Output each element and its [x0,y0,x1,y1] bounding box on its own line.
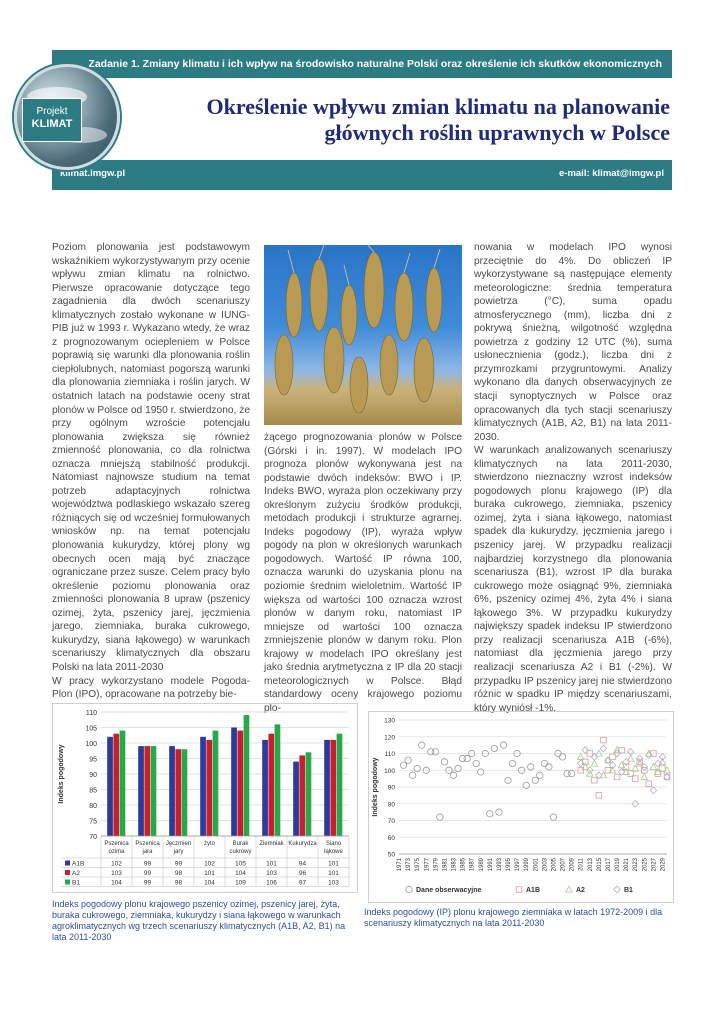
x-tick-label: 2029 [660,858,667,872]
y-tick-label: 100 [384,767,395,775]
website-link[interactable]: klimat.imgw.pl [60,168,126,179]
category-label: Burak [232,841,249,847]
data-label: 101 [266,860,277,868]
x-tick-label: 1985 [460,858,467,872]
x-tick-label: 2025 [642,858,649,872]
data-label: 97 [298,879,307,887]
point-dane-obserwacyjne [523,782,529,788]
scatter-chart-svg [369,712,673,902]
y-axis-label: Indeks pogodowy [58,744,65,804]
x-tick-label: 1977 [424,858,431,872]
bar-a1b [200,737,206,836]
y-tick-label: 50 [387,851,395,859]
column-2 [264,431,462,715]
legend-label: B1 [72,879,80,887]
data-label: 103 [111,870,122,877]
wheat-photo [264,245,462,425]
legend-swatch [65,861,70,866]
data-label: 94 [298,860,307,868]
point-a1b [610,754,616,760]
x-tick-label: 2023 [633,858,640,872]
point-a1b [646,781,652,787]
category-label: cukrowy [229,849,252,855]
bar-chart-svg [53,704,357,892]
bar-a1b [324,740,330,836]
point-b1 [664,774,670,781]
data-label: 96 [298,870,307,877]
point-b1 [627,748,633,755]
point-b1 [582,747,588,754]
col2-paragraph1: żącego prognozowania plonów w Polsce (Górski i in. 1997). W modelach IPO prognoza plonów wykonywana jest na podstawie dwóch indeksów: BWO i IP. Indeks BWO, wyraża plon oczekiwany przy określonym zużyciu środków produkcji, metodach produkcji i strukturze agrarnej. Indeks pogodowy (IP), wyraża wpływ pogody na plon w określonych warunkach pogodowych. Wartość IP równa 100, oznacza warunki do uzyskania plonu na poziomie średnim wieloletnim. Wartość IP większa od wartości 100 oznacza wzrost plonów w danym roku, natomiast IP mniejsze od wartości 100 oznacza zmniejszenie plonów w danym roku. Plon krajowy w modelach IPO określany jest jako średnia arytmetyczna z IP dla 20 stacji meteorologicznych w Polsce. Błąd standardowy oceny krajowego poziomu plo- [264,432,462,714]
col3-paragraph2: W warunkach analizowanych scenariuszy klimatycznych na lata 2011-2030, stwierdzono nieznaczny wzrost indeksów pogodowych plonu krajowego (IP) dla buraka cukrowego, ziemniaka, pszenicy ozimej, żyta i siana łąkowego, natomiast spadek dla kukurydzy, jęczmienia jarego i pszenicy jarej. W przypadku realizacji najbardziej korzystnego dla plonowania scenariusza (B1), wzrost IP dla buraka cukrowego może osiągnąć 9%, ziemniaka 6%, pszenicy ozimej 4%, żyta 4% i siana łąkowego 3%. W przypadku kukurydzy największy spadek indeksu IP stwierdzono przy realizacji scenariusza A1B (-6%), natomiast dla jęczmienia jarego przy realizacji scenariusza A2 i B1 (-2%). W przypadku IP pszenicy jarej nie stwierdzono różnic w spadku IP między scenariuszami, który wyniósł -1%. [474,445,672,714]
bar-b1 [213,731,219,836]
point-dane-obserwacyjne [509,760,515,766]
legend-label: A1B [526,887,541,894]
wheat-illustration [264,245,462,425]
point-b1 [646,752,652,759]
bar-a2 [175,749,181,836]
point-dane-obserwacyjne [450,772,456,778]
scatter-chart [368,711,674,903]
data-label: 103 [266,870,277,877]
y-tick-label: 95 [89,756,97,764]
point-b1 [600,745,606,752]
bar-chart [52,703,358,893]
contact-bar [52,160,672,190]
point-dane-obserwacyjne [546,764,552,770]
category-label: Jęczmien [165,841,192,847]
bar-chart-caption: Indeks pogodowy plonu krajowego pszenicy ozimej, pszenicy jarej, żyta, buraka cukrowego, ziemniaka, kukurydzy i siana łąkowego w warunkach agroklimatycznych wg trzech scenariuszy klimatycznych (A1B, A2, B1) na lata 2011-2030 [52,899,346,942]
bar-a1b [231,728,237,837]
y-tick-label: 75 [89,818,97,826]
point-dane-obserwacyjne [487,811,493,817]
point-a1b [614,774,620,780]
page-title [150,94,670,146]
bar-a1b [107,737,113,836]
point-dane-obserwacyjne [496,809,502,815]
bar-b1 [306,752,312,836]
legend-label: B1 [624,887,633,894]
data-label: 98 [174,870,183,877]
legend-marker [566,886,572,892]
point-dane-obserwacyjne [491,745,497,751]
bar-a2 [206,740,212,836]
category-label: Pszenica [135,841,160,847]
point-dane-obserwacyjne [568,770,574,776]
project-badge [22,98,82,142]
point-a1b [592,778,598,784]
point-dane-obserwacyjne [528,764,534,770]
bar-b1 [151,746,157,836]
category-label: żyto [203,841,216,847]
bar-a2 [237,731,243,836]
point-dane-obserwacyjne [400,762,406,768]
y-axis-label: Indeks pogodowy [372,757,379,817]
point-dane-obserwacyjne [559,754,565,760]
bar-a2 [299,755,305,836]
y-tick-label: 110 [384,751,395,758]
y-tick-label: 130 [384,717,395,725]
category-label: Siano [325,841,342,847]
y-tick-label: 105 [85,725,97,733]
x-tick-label: 1979 [433,858,440,872]
legend-marker [406,886,412,892]
x-tick-label: 1973 [406,858,413,872]
x-tick-label: 1989 [478,858,485,872]
point-dane-obserwacyjne [550,814,556,820]
point-a2 [641,774,647,780]
email-link[interactable]: e-mail: klimat@imgw.pl [559,168,664,179]
badge-line2: KLIMAT [31,118,73,130]
bar-a1b [169,746,175,836]
x-tick-label: 2019 [615,858,622,872]
x-tick-label: 2011 [578,858,585,871]
point-a2 [577,753,583,759]
legend-swatch [65,880,70,885]
x-tick-label: 2027 [651,858,658,872]
data-label: 99 [143,860,152,868]
data-label: 104 [111,879,122,887]
data-label: 101 [204,870,215,877]
x-tick-label: 1981 [442,858,449,872]
column-1 [52,241,250,702]
x-tick-label: 2003 [542,858,549,872]
x-tick-label: 1987 [469,858,476,872]
badge-line1: Projekt [36,106,68,117]
x-tick-label: 1983 [451,858,458,872]
x-tick-label: 2017 [605,858,612,872]
bar-b1 [182,749,188,836]
data-label: 104 [235,870,246,877]
point-b1 [577,760,583,767]
x-tick-label: 1995 [506,858,513,872]
point-dane-obserwacyjne [537,772,543,778]
x-tick-label: 2005 [551,858,558,872]
point-dane-obserwacyjne [437,814,443,820]
point-dane-obserwacyjne [419,742,425,748]
x-tick-label: 1999 [524,858,531,872]
bar-a1b [138,746,144,836]
data-label: 102 [111,860,122,868]
category-label: łąkowe [324,849,343,855]
bar-b1 [337,734,343,836]
point-dane-obserwacyjne [500,742,506,748]
y-tick-label: 80 [89,803,97,810]
point-dane-obserwacyjne [478,769,484,775]
legend-label: A2 [576,887,585,894]
y-tick-label: 120 [384,734,395,742]
x-tick-label: 1991 [487,858,494,872]
title-line2: głównych roślin uprawnych w Polsce [324,120,670,145]
bar-b1 [244,715,250,836]
y-tick-label: 85 [89,787,97,795]
bar-a2 [330,740,336,836]
point-a2 [591,760,597,766]
bar-a2 [144,746,150,836]
point-dane-obserwacyjne [473,760,479,766]
title-line1: Określenie wpływu zmian klimatu na planowanie [206,94,670,119]
task-bar [52,50,672,78]
point-a2 [664,767,670,773]
x-tick-label: 1971 [397,858,403,872]
category-label: Pszenica [104,841,129,847]
point-dane-obserwacyjne [455,765,461,771]
bar-a2 [113,734,119,836]
bar-a1b [293,762,299,836]
point-dane-obserwacyjne [409,772,415,778]
bar-a1b [262,740,268,836]
col1-paragraph2: W pracy wykorzystano modele Pogoda-Plon (IPO), opracowane na potrzeby bie- [52,675,250,701]
point-b1 [650,787,656,794]
x-tick-label: 2013 [587,858,594,872]
x-tick-label: 1997 [515,858,522,872]
point-dane-obserwacyjne [405,757,411,763]
data-label: 101 [328,870,339,877]
point-dane-obserwacyjne [505,777,511,783]
x-tick-label: 2015 [596,858,603,872]
category-label: Ziemniak [259,841,284,847]
x-tick-label: 2001 [533,858,540,872]
point-dane-obserwacyjne [414,765,420,771]
point-a1b [601,737,607,743]
category-label: ozima [108,849,125,855]
category-label: Kukurydza [288,841,317,847]
task-title: Zadanie 1. Zmiany klimatu i ich wpływ na środowisko naturalne Polski oraz określenie ich skutków ekonomicznych [88,58,662,70]
column-3 [474,241,672,715]
legend-swatch [65,870,70,875]
category-label: jara [142,849,153,855]
point-a2 [659,758,665,764]
point-a1b [596,793,602,799]
data-label: 98 [174,879,183,887]
y-tick-label: 60 [387,834,395,842]
point-a2 [637,760,643,766]
data-label: 106 [266,879,277,887]
scatter-chart-caption: Indeks pogodowy (IP) plonu krajowego ziemniaka w latach 1972-2009 i dla scenariuszy klimatycznych na lata 2011-2030 [364,907,663,928]
y-tick-label: 100 [85,741,97,748]
y-tick-label: 90 [89,772,97,779]
y-tick-label: 110 [85,710,97,717]
x-tick-label: 2021 [624,858,631,872]
point-dane-obserwacyjne [464,755,470,761]
data-label: 104 [204,879,215,887]
data-label: 99 [143,870,152,877]
legend-marker [614,886,620,893]
point-dane-obserwacyjne [441,759,447,765]
data-label: 109 [235,879,246,887]
data-label: 103 [328,879,339,887]
bar-b1 [120,731,126,836]
legend-marker [516,887,522,893]
x-tick-label: 2007 [560,858,567,872]
y-tick-label: 90 [387,784,395,792]
bar-b1 [275,724,281,836]
y-tick-label: 70 [89,834,97,841]
data-label: 101 [328,860,339,868]
point-dane-obserwacyjne [532,777,538,783]
x-tick-label: 2009 [569,858,576,872]
y-tick-label: 70 [387,818,395,825]
legend-label: A1B [72,860,85,868]
data-label: 102 [204,860,215,868]
legend-label: A2 [72,870,80,877]
col3-paragraph1: nowania w modelach IPO wynosi przeciętnie do 4%. Do obliczeń IP wykorzystywane są następujące elementy meteorologiczne: średnia temperatura powietrza (°C), suma opadu atmosferycznego (mm), liczba dni z pokrywą śnieżną, wilgotność względna powietrza z godziny 12 UTC (%), suma usłonecznienia (godz.), liczba dni z przymrozkami przygruntowymi. Analizy wykonano dla danych obserwacyjnych ze stacji synoptycznych w Polsce oraz opracowanych dla tych stacji scenariuszy klimatycznych (A1B, A2, B1) na lata 2011-2030. [474,242,672,443]
point-a2 [596,750,602,756]
x-tick-label: 1975 [415,858,422,872]
category-label: jary [173,849,184,855]
point-a2 [627,755,633,761]
point-dane-obserwacyjne [541,760,547,766]
x-tick-label: 1993 [496,858,503,872]
bar-a2 [268,734,274,836]
point-dane-obserwacyjne [432,749,438,755]
data-label: 99 [174,860,183,868]
col1-paragraph1: Poziom plonowania jest podstawowym wskaźnikiem wykorzystywanym przy ocenie wpływu zmian klimatu na rolnictwo. Pierwsze opracowanie dotyczące tego zagadnienia dla dwóch scenariuszy klimatycznych zostało wykonane w IUNG-PIB już w 1993 r. Wykazano wtedy, że wraz z prognozowanym ociepleniem w Polsce poprawią się warunki dla plonowania roślin ciepłolubnych, natomiast pogorszą warunki dla plonowania ziemniaka i roślin jarych. W ostatnich latach na podstawie oceny strat plonów w Polsce od 1950 r. stwierdzono, że przy ogólnym wzroście potencjału plonowania zwiększa się również zmienność plonowania, co dla rolnictwa oznacza mniejszą stabilność produkcji. Natomiast najnowsze studium na temat potrzeb adaptacyjnych rolnictwa województwa podlaskiego wskazało szereg różniących się od wcześniej formułowanych wniosków np. na temat potencjału plonowania kukurydzy, której plony wg obecnych ocen mają być znaczące ograniczane przez susze. Celem pracy było określenie poziomu plonowania oraz zmienności plonowania 8 upraw (pszenicy ozimej, żyta, pszenicy jarej, jęczmienia jarego, ziemniaka, buraka cukrowego, kukurydzy, siana łąkowego) w warunkach scenariuszy klimatycznych dla obszaru Polski na lata 2011-2030 [52,242,250,673]
data-label: 105 [235,860,246,868]
point-a1b [664,774,670,780]
legend-label: Dane obserwacyjne [416,887,482,894]
data-label: 99 [143,879,152,887]
y-tick-label: 80 [387,801,395,809]
